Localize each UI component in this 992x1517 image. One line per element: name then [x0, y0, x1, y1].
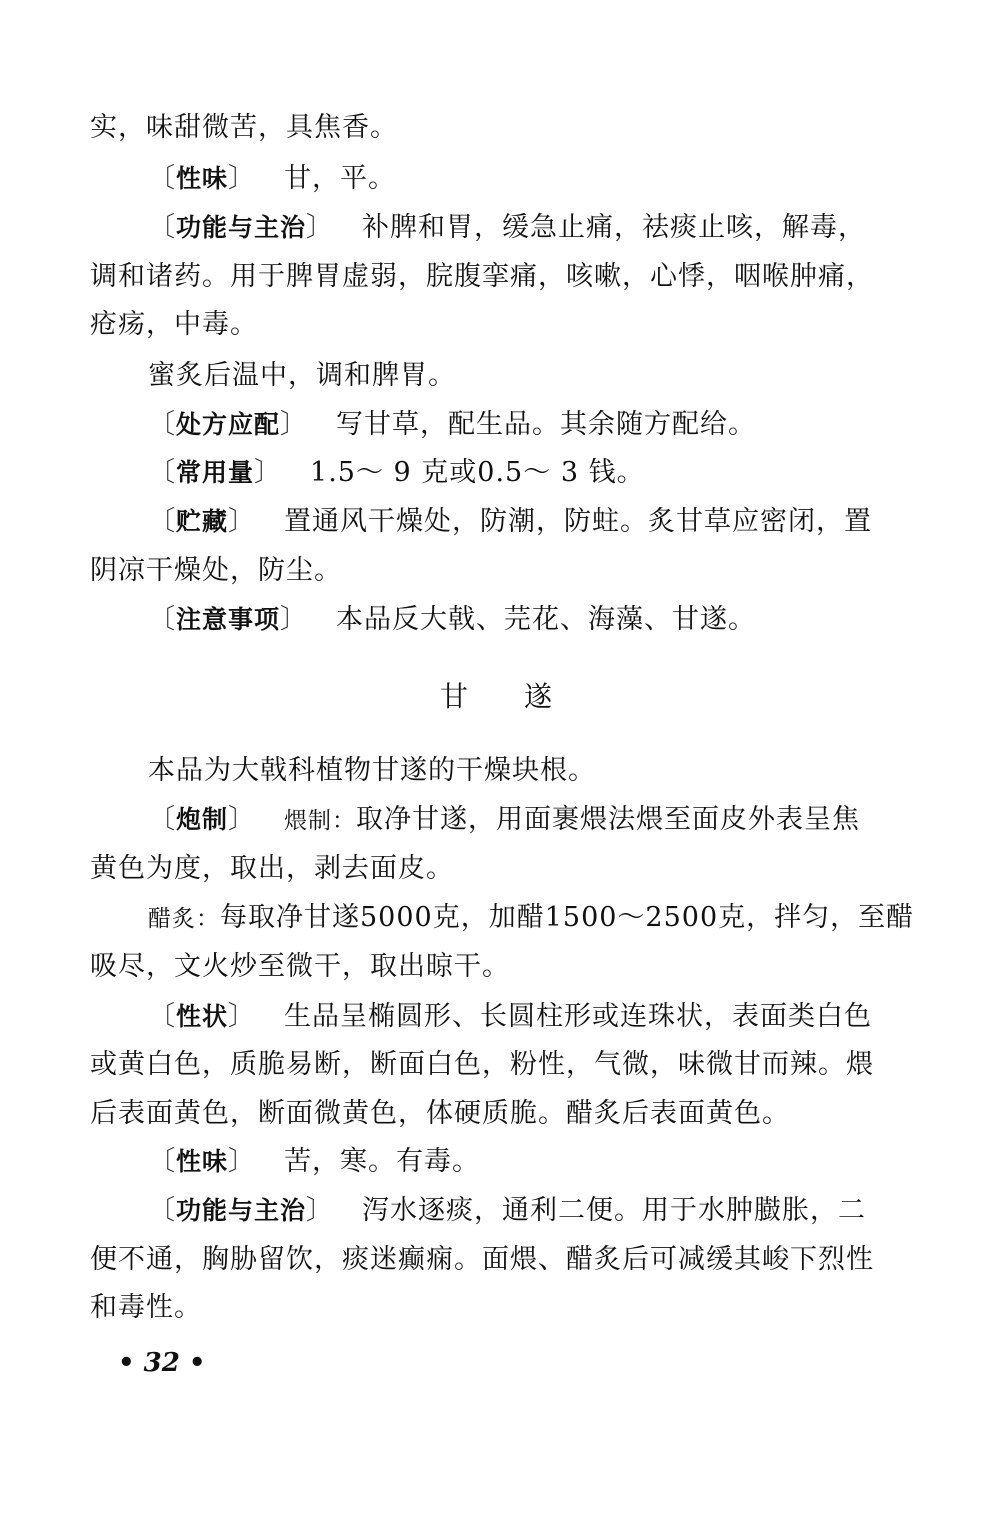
paragraph-text: 泻水逐痰，通利二便。用于水肿臌胀，二: [362, 1195, 867, 1226]
paragraph-text: 后表面黄色，断面微黄色，体硬质脆。醋炙后表面黄色。: [90, 1098, 790, 1129]
paragraph-text: 生品呈椭圆形、长圆柱形或连珠状，表面类白色: [284, 1001, 873, 1032]
text-line: [90, 551, 342, 591]
paragraph-text: 阴凉干燥处，防尘。: [90, 555, 342, 586]
chufang-paragraph: 〔处方应配〕 写甘草，配生品。其余随方配给。: [148, 409, 757, 440]
section-tag: 常用量: [176, 458, 255, 487]
text-line: [90, 1240, 874, 1280]
paragraph-text: 和毒性。: [90, 1292, 202, 1323]
paragraph-text: 吸尽，文火炒至微干，取出晾干。: [90, 951, 510, 982]
paragraph-text: 苦，寒。有毒。: [284, 1146, 481, 1177]
section-title: [0, 677, 992, 717]
paragraph-text: 黄色为度，取出，剥去面皮。: [90, 853, 454, 884]
text-line: [90, 849, 454, 889]
section-tag: 性状: [176, 1002, 229, 1031]
method-label: 醋炙：: [148, 906, 220, 932]
gongneng-paragraph: 〔功能与主治〕 补脾和胃，缓急止痛，祛痰止咳，解毒，: [148, 212, 867, 243]
xingwei-paragraph: 〔性味〕 甘，平。: [148, 163, 397, 194]
intro-paragraph: [148, 751, 596, 791]
paragraph-text: 便不通，胸胁留饮，痰迷癫痫。面煨、醋炙后可减缓其峻下烈性: [90, 1244, 874, 1275]
paozhi-paragraph: 〔炮制〕 煨制：取净甘遂，用面裹煨法煨至面皮外表呈焦: [148, 804, 861, 835]
paragraph-text: 补脾和胃，缓急止痛，祛痰止咳，解毒，: [362, 212, 867, 243]
paragraph-text: 取净甘遂，用面裹煨法煨至面皮外表呈焦: [356, 804, 861, 835]
paragraph-text: 1.5～ 9 克或0.5～ 3 钱。: [310, 457, 645, 488]
section-tag: 功能与主治: [176, 1196, 307, 1225]
paragraph-text: 写甘草，配生品。其余随方配给。: [336, 409, 757, 440]
paragraph-text: 每取净甘遂5000克，加醋1500～2500克，拌匀，至醋: [220, 902, 915, 933]
paragraph-text: 调和诸药。用于脾胃虚弱，脘腹挛痛，咳嗽，心悸，咽喉肿痛，: [90, 261, 874, 292]
text-line: [90, 108, 398, 148]
section-tag: 功能与主治: [176, 213, 307, 242]
paragraph-text: 甘，平。: [284, 163, 397, 194]
section-tag: 注意事项: [176, 605, 281, 634]
title-char: 遂: [524, 680, 553, 713]
section-tag: 性味: [176, 164, 229, 193]
paragraph-text: 蜜炙后温中，调和脾胃。: [148, 360, 456, 391]
text-line: [90, 1094, 790, 1134]
xingzhuang-paragraph: 〔性状〕 生品呈椭圆形、长圆柱形或连珠状，表面类白色: [148, 1001, 873, 1032]
paragraph-text: 本品为大戟科植物甘遂的干燥块根。: [148, 755, 596, 786]
gongneng2-paragraph: 〔功能与主治〕 泻水逐痰，通利二便。用于水肿臌胀，二: [148, 1195, 867, 1226]
text-line: [90, 1288, 202, 1328]
paragraph-text: 实，味甜微苦，具焦香。: [90, 112, 398, 143]
mizhi-paragraph: [148, 356, 456, 396]
method-label: 煨制：: [284, 808, 357, 834]
zhuyi-paragraph: 〔注意事项〕 本品反大戟、芫花、海藻、甘遂。: [148, 604, 757, 635]
section-tag: 性味: [176, 1147, 229, 1176]
section-tag: 处方应配: [176, 410, 281, 439]
paragraph-text: 疮疡，中毒。: [90, 309, 258, 340]
paragraph-text: 置通风干燥处，防潮，防蛀。炙甘草应密闭，置: [284, 506, 873, 537]
paragraph-text: 或黄白色，质脆易断，断面白色，粉性，气微，味微甘而辣。煨: [90, 1049, 874, 1080]
text-line: [90, 1045, 874, 1085]
paragraph-text: 本品反大戟、芫花、海藻、甘遂。: [336, 604, 757, 635]
section-tag: 炮制: [176, 805, 229, 834]
title-char: 甘: [439, 680, 468, 713]
page-number: • 32 •: [118, 1348, 206, 1378]
text-line: [90, 305, 258, 345]
text-line: [90, 257, 874, 297]
cuzhi-paragraph: [148, 898, 914, 939]
xingwei2-paragraph: 〔性味〕 苦，寒。有毒。: [148, 1146, 481, 1177]
text-line: [90, 947, 510, 987]
zhucang-paragraph: 〔贮藏〕 置通风干燥处，防潮，防蛀。炙甘草应密闭，置: [148, 506, 873, 537]
changyong-paragraph: 〔常用量〕 1.5～ 9 克或0.5～ 3 钱。: [148, 457, 645, 488]
section-tag: 贮藏: [176, 507, 229, 536]
